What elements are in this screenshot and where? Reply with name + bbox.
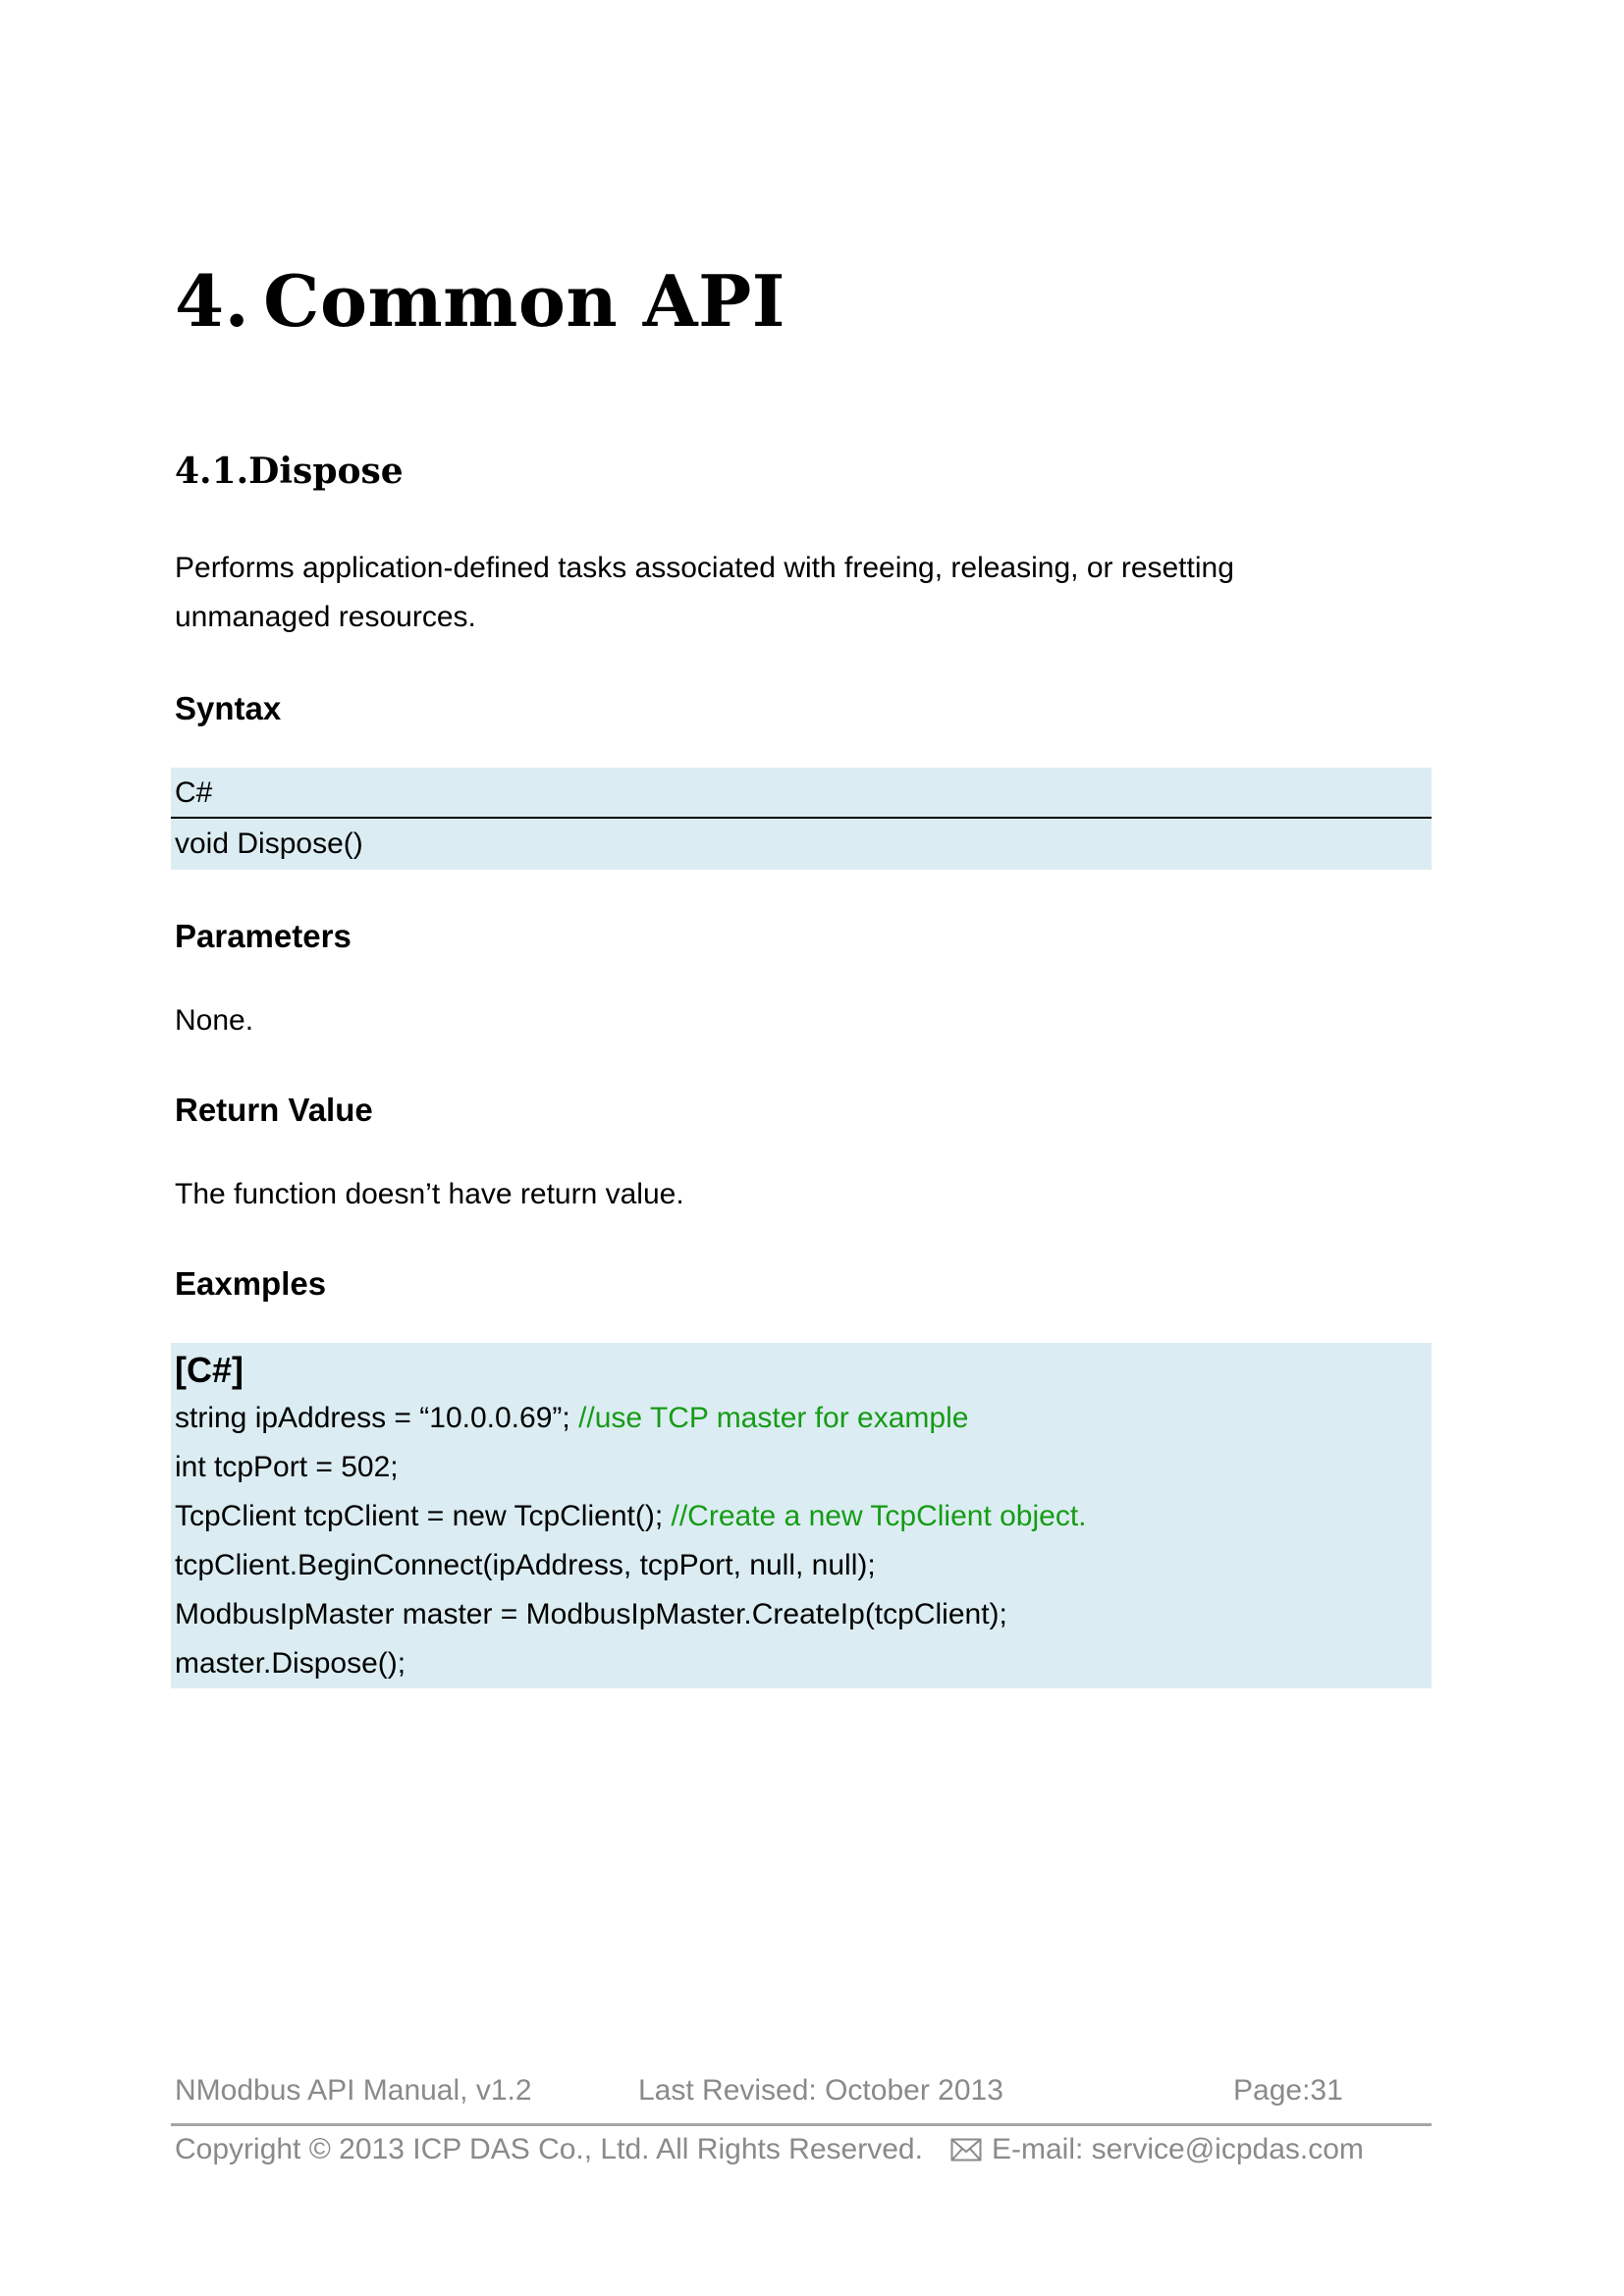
syntax-table xyxy=(171,768,1432,870)
code-line xyxy=(175,1394,968,1443)
return-value-heading: Return Value xyxy=(175,1092,373,1128)
syntax-language: C# xyxy=(171,768,1432,819)
description-line: unmanaged resources. xyxy=(175,601,476,633)
chapter-title-text: Common API xyxy=(263,259,785,343)
return-value-text: The function doesn’t have return value. xyxy=(175,1178,684,1210)
footer-copyright: Copyright © 2013 ICP DAS Co., Ltd. All Rights Reserved. xyxy=(175,2133,923,2165)
footer-email-text: E-mail: service@icpdas.com xyxy=(992,2133,1364,2165)
code-line xyxy=(175,1590,1007,1639)
code-comment: //use TCP master for example xyxy=(578,1402,969,1434)
code-comment: //Create a new TcpClient object. xyxy=(671,1500,1087,1532)
footer-email xyxy=(950,2130,1364,2172)
chapter-number: 4. xyxy=(175,259,250,343)
code-line xyxy=(175,1541,876,1590)
footer-last-revised: Last Revised: October 2013 xyxy=(638,2074,1003,2107)
example-code-block xyxy=(171,1343,1432,1688)
footer-page-number: Page:31 xyxy=(1233,2074,1343,2107)
chapter-title xyxy=(175,257,785,346)
code-text: tcpClient.BeginConnect(ipAddress, tcpPort, null, null); xyxy=(175,1549,876,1581)
code-text: master.Dispose(); xyxy=(175,1647,406,1680)
footer-manual-version: NModbus API Manual, v1.2 xyxy=(175,2074,532,2107)
section-title: 4.1.Dispose xyxy=(175,451,404,492)
description-line: Performs application-defined tasks associated with freeing, releasing, or resetting xyxy=(175,552,1234,584)
parameters-text: None. xyxy=(175,1004,254,1037)
envelope-icon xyxy=(950,2133,982,2172)
syntax-heading: Syntax xyxy=(175,690,282,726)
code-line xyxy=(175,1492,1087,1541)
example-language-tag: [C#] xyxy=(175,1350,244,1390)
syntax-signature: void Dispose() xyxy=(175,828,363,860)
examples-heading: Eaxmples xyxy=(175,1265,327,1302)
code-line xyxy=(175,1443,399,1492)
footer-divider xyxy=(171,2123,1432,2126)
code-line xyxy=(175,1639,406,1688)
code-text: TcpClient tcpClient = new TcpClient(); xyxy=(175,1500,672,1532)
description xyxy=(175,544,1234,642)
code-text: ModbusIpMaster master = ModbusIpMaster.CreateIp(tcpClient); xyxy=(175,1598,1007,1630)
parameters-heading: Parameters xyxy=(175,918,352,954)
code-text: string ipAddress = “10.0.0.69”; xyxy=(175,1402,579,1434)
code-text: int tcpPort = 502; xyxy=(175,1451,399,1483)
